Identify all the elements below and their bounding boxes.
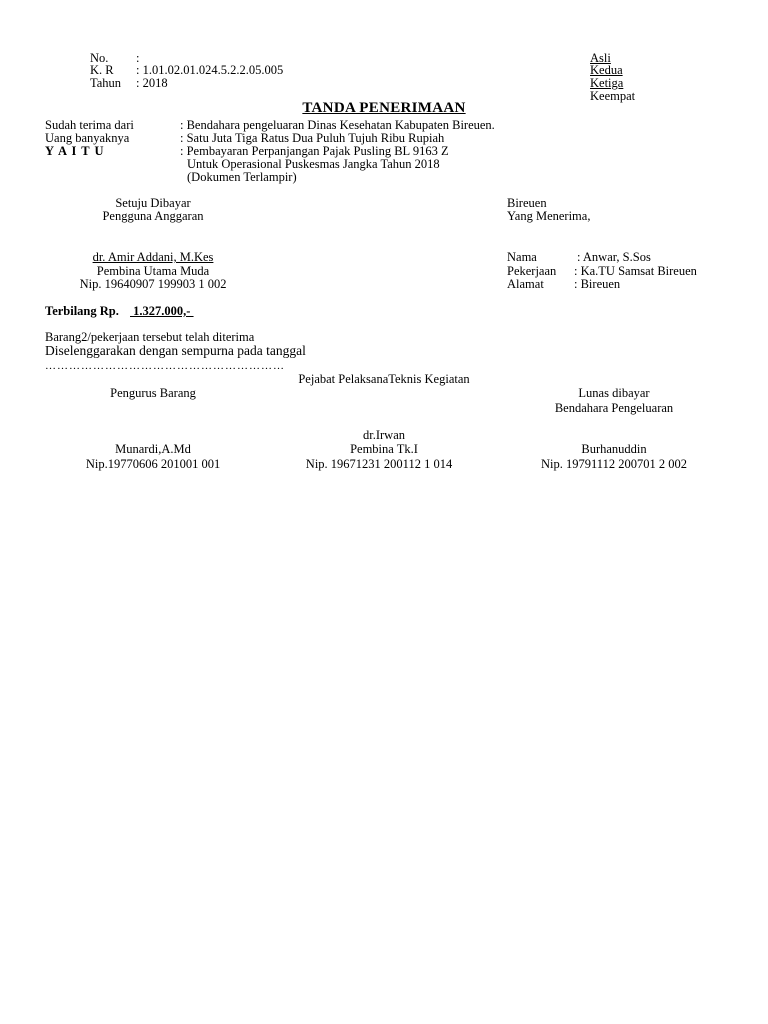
approver-line-2: Pengguna Anggaran: [102, 209, 204, 223]
from-value: : Bendahara pengeluaran Dinas Kesehatan Kabupaten Bireuen.: [180, 118, 495, 132]
pengurus-name: Munardi,A.Md: [115, 442, 191, 456]
amount-value: 1.327.000,-: [130, 304, 194, 318]
pptk-rank: Pembina Tk.I: [350, 442, 418, 456]
copy-asli: Asli: [590, 51, 611, 65]
bendahara-line-1: Lunas dibayar: [578, 386, 650, 400]
bendahara-line-2: Bendahara Pengeluaran: [554, 401, 674, 415]
pengurus-nip: Nip.19770606 201001 001: [85, 457, 221, 471]
copy-keempat: Keempat: [590, 89, 636, 103]
goods-date-dots: ……………………………………………………: [45, 360, 285, 372]
approver-nip: Nip. 19640907 199903 1 002: [79, 277, 227, 291]
goods-line-1: Barang2/pekerjaan tersebut telah diterima: [45, 330, 255, 344]
tahun-label: Tahun: [90, 76, 122, 90]
receiver-place: Bireuen: [507, 196, 547, 210]
receiver-address-label: Alamat: [507, 277, 544, 291]
receiver-job-value: : Ka.TU Samsat Bireuen: [574, 264, 697, 278]
purpose-line-2: Untuk Operasional Puskesmas Jangka Tahun 2018: [187, 157, 440, 171]
no-value: :: [136, 51, 140, 65]
copy-ketiga: Ketiga: [590, 76, 624, 90]
kr-label: K. R: [90, 63, 114, 77]
bendahara-name: Burhanuddin: [581, 442, 647, 456]
tahun-value: : 2018: [136, 76, 168, 90]
receiver-job-label: Pekerjaan: [507, 264, 557, 278]
purpose-line-3: (Dokumen Terlampir): [187, 170, 297, 184]
pptk-name: dr.Irwan: [363, 428, 405, 442]
from-label: Sudah terima dari: [45, 118, 134, 132]
bendahara-nip: Nip. 19791112 200701 2 002: [541, 457, 687, 471]
amount-label: Terbilang Rp.: [45, 304, 119, 318]
copy-kedua: Kedua: [590, 63, 623, 77]
receiver-name-value: : Anwar, S.Sos: [577, 250, 651, 264]
pptk-nip: Nip. 19671231 200112 1 014: [305, 457, 453, 471]
receiver-line-2: Yang Menerima,: [507, 209, 591, 223]
approver-line-1: Setuju Dibayar: [115, 196, 191, 210]
document-title: TANDA PENERIMAAN: [302, 100, 466, 116]
kr-value: : 1.01.02.01.024.5.2.2.05.005: [136, 63, 284, 77]
approver-rank: Pembina Utama Muda: [96, 264, 210, 278]
pengurus-title: Pengurus Barang: [110, 386, 196, 400]
amount-words-value: : Satu Juta Tiga Ratus Dua Puluh Tujuh Ribu Rupiah: [180, 131, 445, 145]
receiver-name-label: Nama: [507, 250, 537, 264]
receiver-address-value: : Bireuen: [574, 277, 621, 291]
amount-words-label: Uang banyaknya: [45, 131, 130, 145]
pptk-title: Pejabat PelaksanaTeknis Kegiatan: [298, 372, 470, 386]
goods-line-2: Diselenggarakan dengan sempurna pada tanggal: [45, 343, 306, 358]
no-label: No.: [90, 51, 109, 65]
approver-name: dr. Amir Addani, M.Kes: [92, 250, 214, 264]
purpose-line-1: : Pembayaran Perpanjangan Pajak Pusling BL 9163 Z: [180, 144, 449, 158]
purpose-label: Y A I T U: [45, 144, 105, 158]
